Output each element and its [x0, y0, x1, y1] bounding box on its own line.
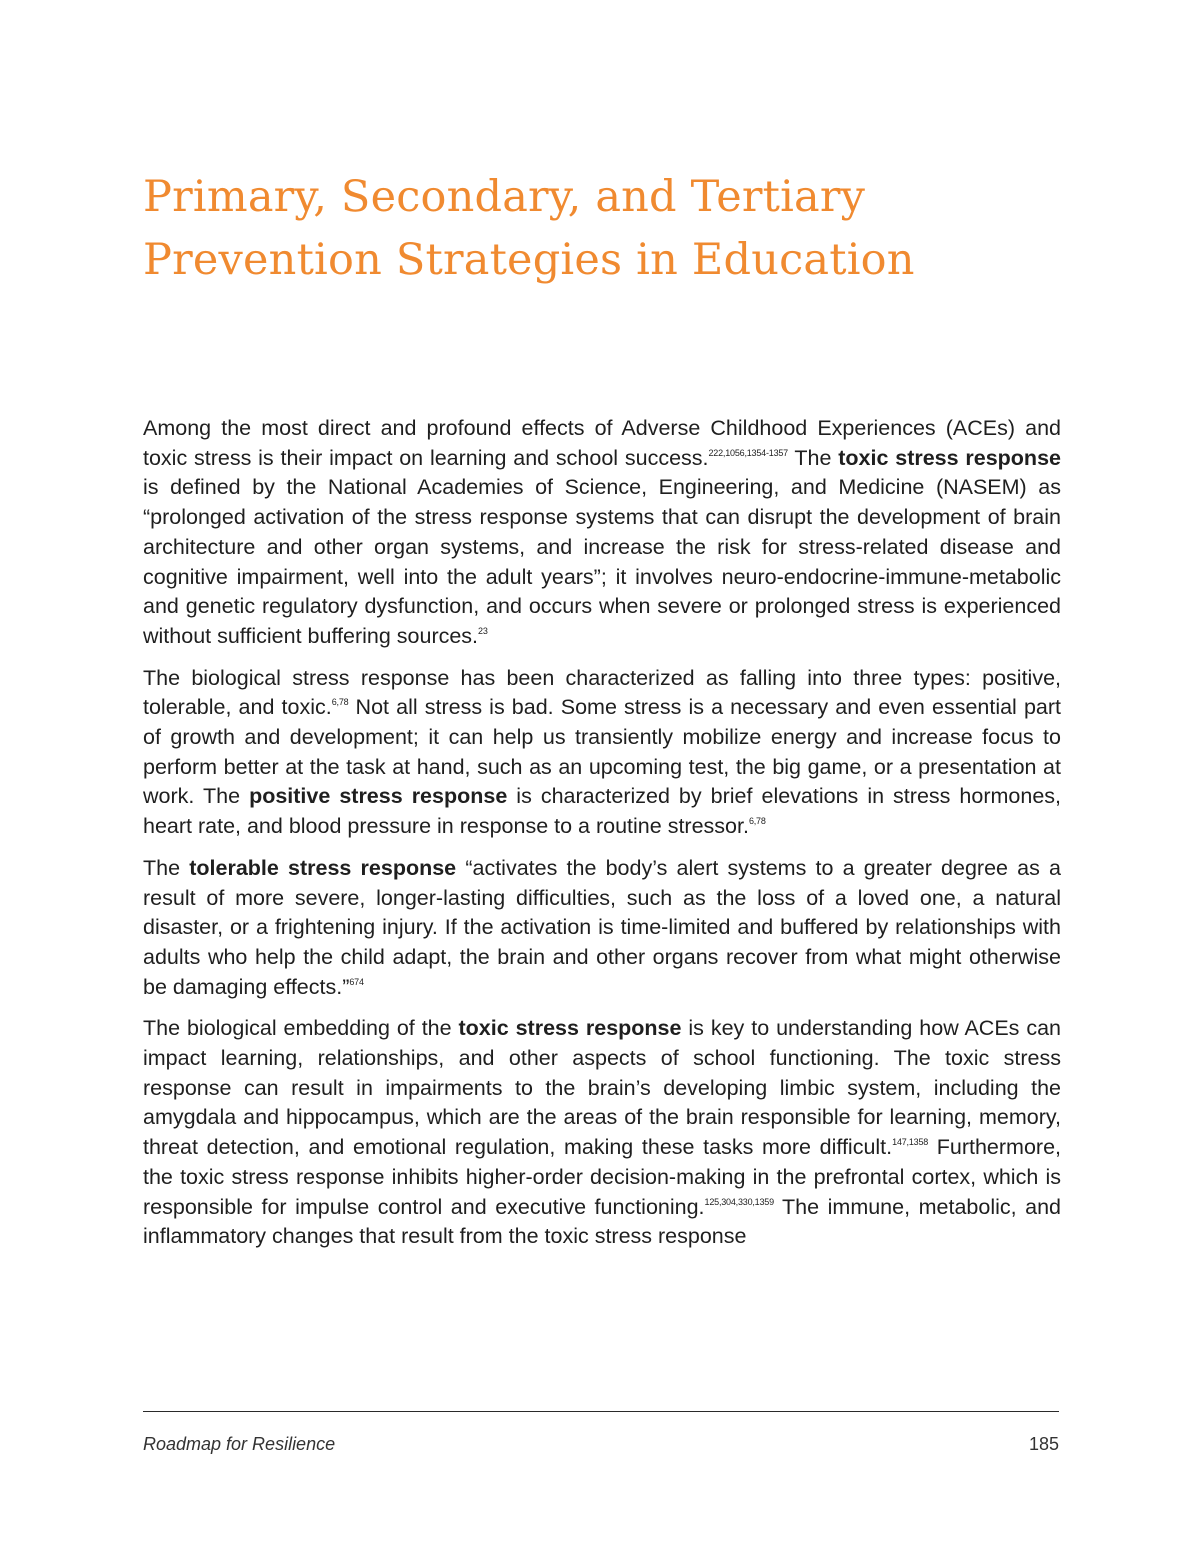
footer-divider — [143, 1411, 1059, 1412]
page-title — [143, 166, 1063, 292]
paragraph-text: is key to understanding how ACEs can impact learning, relationships, and other aspects of school functioning. The toxic stress response can result in impairments to the brain’s developing limbic system, including the amygdala and hippocampus, which are the areas of the brain responsible for learning, memory, threat detection, and emotional regulation, making these tasks more difficult. — [143, 1016, 1061, 1160]
citation-reference: 674 — [349, 976, 364, 987]
paragraph-text: Not all stress is bad. Some stress is a necessary and even essential part of growth and development; it can help us transiently mobilize energy and increase focus to perform better at the task at hand, such as an upcoming test, the big game, or a presentation at work. The — [143, 695, 1061, 809]
citation-reference: 147,1358 — [892, 1137, 929, 1148]
paragraph-text: is characterized by brief elevations in stress hormones, heart rate, and blood pressure in response to a routine stressor. — [143, 784, 1061, 839]
citation-reference: 222,1056,1354-1357 — [708, 447, 788, 458]
key-term: tolerable stress response — [189, 855, 457, 880]
page-title-line-2: Prevention Strategies in Education — [143, 235, 915, 285]
paragraph-text: The — [143, 855, 190, 880]
citation-reference: 23 — [478, 625, 488, 636]
paragraph-text: The biological embedding of the — [143, 1016, 459, 1041]
paragraph-text: The biological stress response has been characterized as falling into three types: positive, tolerable, and toxic. — [143, 665, 1061, 720]
paragraph-1 — [143, 414, 1061, 652]
key-term: positive stress response — [249, 784, 508, 809]
body-text — [143, 414, 1061, 1264]
citation-reference: 125,304,330,1359 — [704, 1196, 774, 1207]
footer-publication-title: Roadmap for Resilience — [143, 1434, 336, 1454]
citation-reference: 6,78 — [748, 816, 766, 827]
page-title-line-1: Primary, Secondary, and Tertiary — [143, 172, 866, 222]
paragraph-text: is defined by the National Academies of Science, Engineering, and Medicine (NASEM) as “prolonged activation of the stress response systems that can disrupt the development of brain architecture and other organ systems, and increase the risk for stress-related disease and cognitive impairment, well into the adult years”; it involves neuro-endocrine-immune-metabolic and genetic regulatory dysfunction, and occurs when severe or prolonged stress is experienced without sufficient buffering sources. — [143, 475, 1061, 648]
footer-page-number: 185 — [1028, 1434, 1059, 1454]
paragraph-text: The — [787, 445, 839, 470]
paragraph-text: Furthermore, the toxic stress response inhibits higher-order decision-making in the prefrontal cortex, which is responsible for impulse control and executive functioning. — [143, 1135, 1061, 1219]
key-term: toxic stress response — [458, 1016, 682, 1041]
paragraph-3 — [143, 854, 1061, 1003]
paragraph-text: “activates the body’s alert systems to a greater degree as a result of more severe, longer-lasting difficulties, such as the loss of a loved one, a natural disaster, or a frightening injury. If the activation is time-limited and buffered by relationships with adults who help the child adapt, the brain and other organs recover from what might otherwise be damaging effects.” — [143, 855, 1061, 999]
paragraph-2 — [143, 664, 1061, 842]
paragraph-text: The immune, metabolic, and inflammatory changes that result from the toxic stress response — [143, 1194, 1061, 1249]
paragraph-text: Among the most direct and profound effects of Adverse Childhood Experiences (ACEs) and toxic stress is their impact on learning and school success. — [143, 416, 1061, 470]
paragraph-4 — [143, 1014, 1061, 1252]
key-term: toxic stress response — [838, 445, 1061, 470]
citation-reference: 6,78 — [331, 697, 349, 708]
